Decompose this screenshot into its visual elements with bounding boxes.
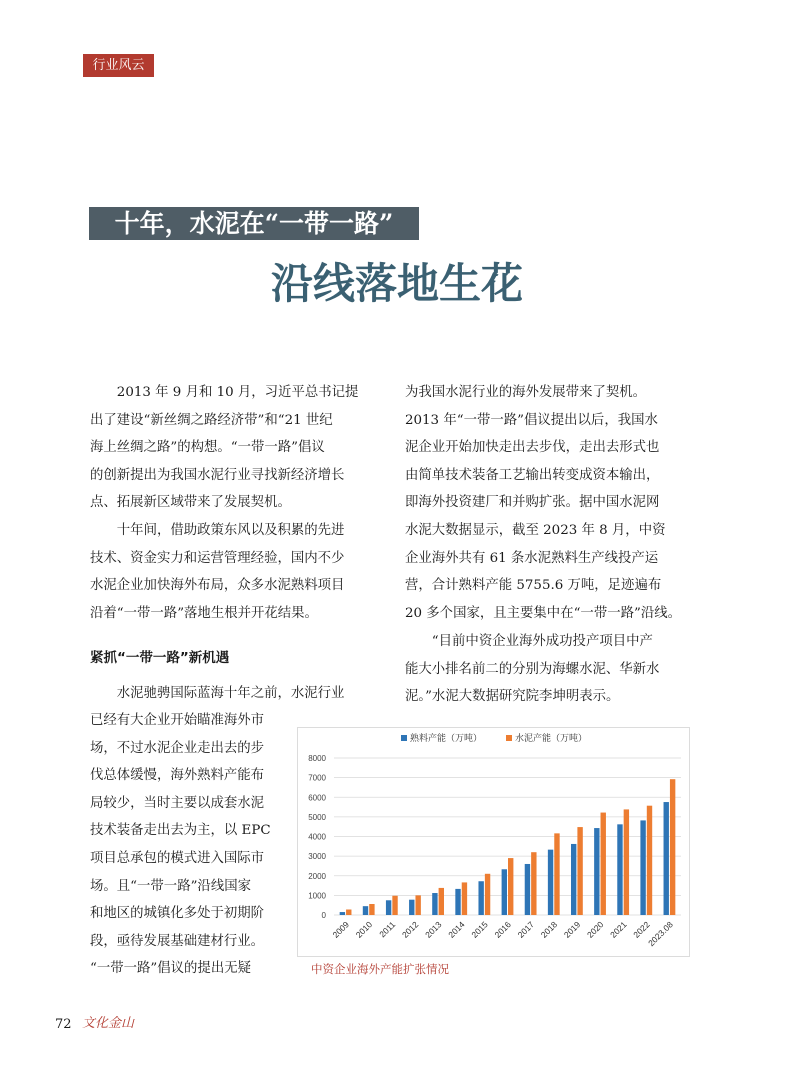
paragraph-quote: [405, 628, 685, 711]
y-tick-label: 1000: [308, 891, 326, 901]
text-line: 伐总体缓慢，海外熟料产能布: [90, 768, 265, 784]
x-tick-label: 2021: [608, 919, 629, 940]
text-line: 海上丝绸之路”的构想。“一带一路”倡议: [90, 440, 325, 456]
y-tick-label: 0: [321, 911, 326, 920]
capacity-chart: [297, 727, 690, 957]
bar: [531, 852, 536, 915]
y-tick-label: 5000: [308, 812, 326, 822]
bar: [647, 806, 652, 915]
text-line: 企业海外共有 61 条水泥熟料生产线投产运: [405, 550, 659, 566]
text-line: 局较少，当时主要以成套水泥: [90, 795, 265, 811]
x-tick-label: 2013: [423, 919, 444, 940]
x-tick-label: 2010: [353, 919, 375, 940]
text-line: 和地区的城镇化多处于初期阶: [90, 906, 265, 922]
x-tick-label: 2017: [515, 919, 537, 940]
bar: [640, 820, 645, 915]
chart-caption: 中资企业海外产能扩张情况: [311, 962, 449, 976]
legend-label: 水泥产能（万吨）: [515, 734, 588, 744]
bar: [554, 833, 559, 915]
y-tick-label: 3000: [308, 852, 326, 862]
text-line: 技术装备走出去为主，以 EPC: [90, 823, 271, 839]
text-line: 十年间，借助政策东风以及积累的先进: [116, 523, 345, 538]
paragraph-decade: [90, 517, 370, 627]
bar: [439, 888, 444, 915]
bar: [409, 900, 414, 915]
text-line: 20 多个国家，且主要集中在“一带一路”沿线。: [405, 605, 682, 621]
paragraph-overseas: [405, 379, 685, 627]
bar: [432, 893, 437, 915]
bar: [548, 850, 553, 915]
text-line: 水泥驰骋国际蓝海十年之前，水泥行业: [116, 686, 345, 701]
text-line: 即海外投资建厂和并购扩张。据中国水泥网: [405, 495, 660, 511]
text-line: 段，亟待发展基础建材行业。: [90, 933, 265, 949]
bar: [478, 881, 483, 915]
text-line: 的创新提出为我国水泥行业寻找新经济增长: [90, 467, 345, 483]
x-tick-label: 2019: [561, 919, 583, 940]
bar: [670, 779, 675, 915]
x-tick-label: 2012: [399, 919, 421, 940]
bar: [485, 874, 490, 915]
text-line: 项目总承包的模式进入国际市: [90, 850, 265, 866]
section-subheading: 紧抓“一带一路”新机遇: [90, 650, 230, 666]
x-tick-label: 2020: [584, 919, 606, 940]
bar: [594, 828, 599, 915]
legend-label: 熟料产能（万吨）: [410, 734, 483, 744]
bar: [624, 809, 629, 915]
y-tick-label: 2000: [308, 871, 326, 881]
page-number: 72: [55, 1017, 72, 1032]
text-line: 泥。”水泥大数据研究院李坤明表示。: [405, 689, 620, 705]
capacity-chart-svg: [298, 728, 689, 956]
y-tick-label: 4000: [308, 832, 326, 842]
bar: [455, 889, 460, 915]
text-line: 场。且“一带一路”沿线国家: [90, 878, 251, 894]
bar: [369, 904, 374, 915]
paragraph-intro: [90, 379, 370, 517]
x-tick-label: 2014: [446, 919, 467, 940]
text-line: “目前中资企业海外成功投产项目中产: [431, 634, 653, 649]
bar: [346, 910, 351, 915]
y-tick-label: 8000: [308, 754, 326, 763]
x-tick-label: 2022: [631, 919, 652, 940]
bar: [415, 895, 420, 915]
text-line: 2013 年“一带一路”倡议提出以后，我国水: [405, 412, 658, 428]
x-tick-label: 2011: [377, 919, 398, 940]
bar: [392, 896, 397, 915]
text-line: 场，不过水泥企业走出去的步: [90, 740, 265, 756]
paragraph-opportunity: [90, 680, 370, 708]
article-title-line2: 沿线落地生花: [270, 259, 523, 308]
legend-swatch: [506, 735, 512, 741]
x-tick-label: 2016: [492, 919, 513, 940]
text-line: 已经有大企业开始瞄准海外市: [90, 713, 265, 728]
bar: [577, 827, 582, 915]
bar: [508, 858, 513, 915]
bar: [462, 882, 467, 915]
text-line: 为我国水泥行业的海外发展带来了契机。: [405, 385, 647, 400]
bar: [664, 802, 669, 915]
text-line: 出了建设“新丝绸之路经济带”和“21 世纪: [90, 412, 333, 428]
magazine-brand: 文化金山: [82, 1016, 135, 1031]
text-line: 营，合计熟料产能 5755.6 万吨，足迹遍布: [405, 578, 662, 594]
text-line: 水泥大数据显示，截至 2023 年 8 月，中资: [405, 522, 666, 538]
text-line: 点、拓展新区域带来了发展契机。: [90, 495, 291, 511]
x-tick-label: 2018: [538, 919, 560, 940]
bar: [571, 844, 576, 915]
bar: [502, 869, 507, 915]
text-line: 沿着“一带一路”落地生根并开花结果。: [90, 605, 318, 621]
bar: [525, 864, 530, 915]
bar: [617, 824, 622, 915]
section-tag: 行业风云: [83, 54, 154, 77]
bar: [340, 912, 345, 915]
paragraph-opportunity-wrap: [90, 707, 290, 983]
text-line: 水泥企业加快海外布局，众多水泥熟料项目: [90, 578, 345, 594]
bar: [601, 813, 606, 915]
legend-swatch: [401, 735, 407, 741]
x-tick-label: 2015: [469, 919, 490, 940]
article-title-line1: 十年，水泥在“一带一路”: [89, 207, 419, 240]
bar: [386, 900, 391, 915]
text-line: 泥企业开始加快走出去步伐，走出去形式也: [405, 440, 660, 456]
bar: [363, 906, 368, 915]
y-tick-label: 6000: [308, 793, 326, 803]
text-line: “一带一路”倡议的提出无疑: [90, 961, 251, 977]
text-line: 2013 年 9 月和 10 月，习近平总书记提: [116, 385, 359, 400]
text-line: 由简单技术装备工艺输出转变成资本输出，: [405, 467, 660, 483]
x-tick-label: 2009: [330, 919, 351, 940]
y-tick-label: 7000: [308, 773, 326, 783]
text-line: 能大小排名前二的分别为海螺水泥、华新水: [405, 661, 660, 677]
x-tick-label: 2023.08: [646, 919, 675, 949]
text-line: 技术、资金实力和运营管理经验，国内不少: [90, 550, 345, 566]
